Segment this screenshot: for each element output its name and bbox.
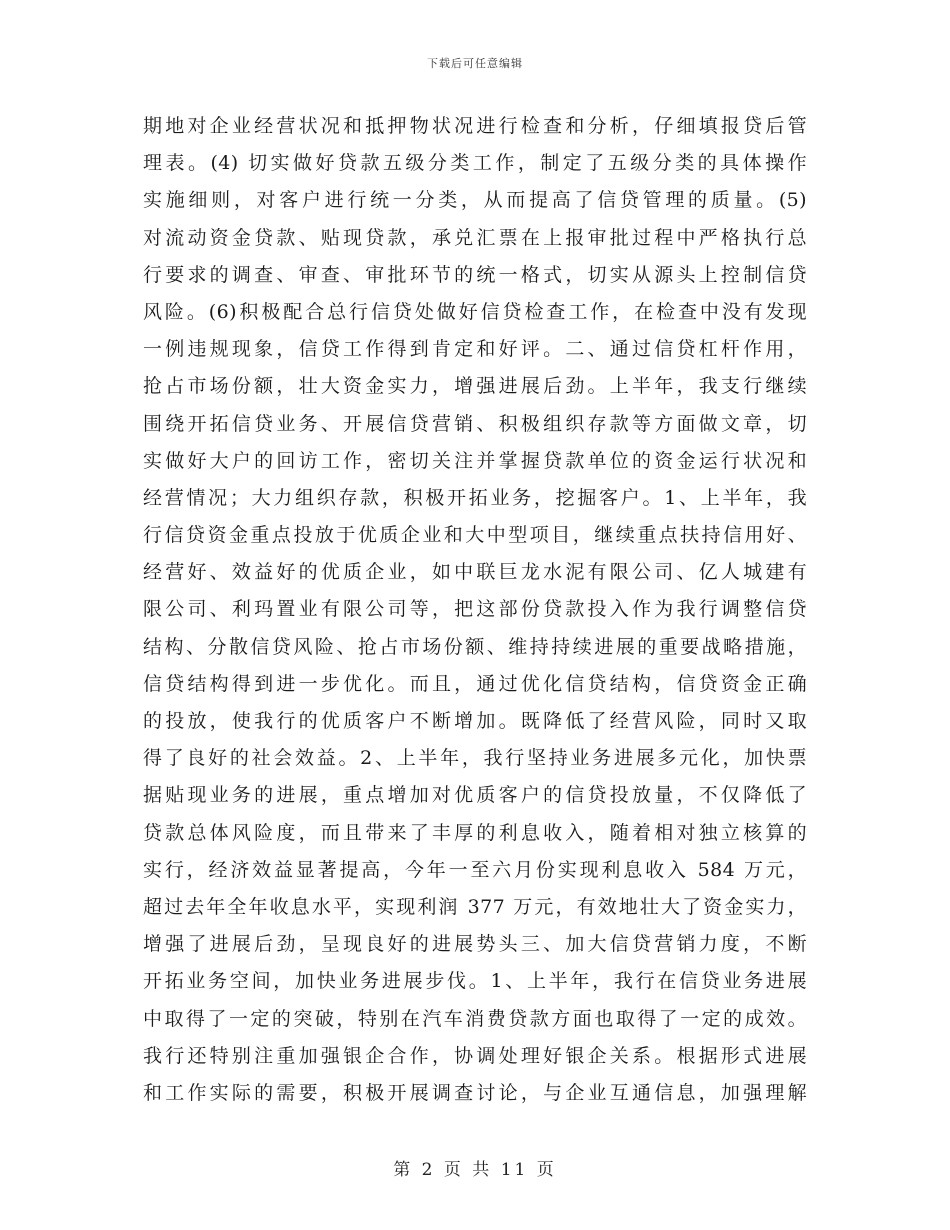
body-line: 抢占市场份额，壮大资金实力，增强进展后劲。上半年，我支行继续 [143,375,807,398]
body-line: 风险。(6)积极配合总行信贷处做好信贷检查工作，在检查中没有发现 [143,300,807,323]
body-line: 行信贷资金重点投放于优质企业和大中型项目，继续重点扶持信用好、 [143,524,807,547]
body-line: 的投放，使我行的优质客户不断增加。既降低了经营风险，同时又取 [143,710,807,732]
body-line: 增强了进展后劲，呈现良好的进展势头三、加大信贷营销力度，不断 [143,933,807,956]
body-line: 理表。(4) 切实做好贷款五级分类工作，制定了五级分类的具体操作 [143,152,807,175]
body-line: 贷款总体风险度，而且带来了丰厚的利息收入，随着相对独立核算的 [143,821,807,844]
page-number-footer: 第 2 页 共 11 页 [393,1160,557,1180]
body-line: 和工作实际的需要，积极开展调查讨论，与企业互通信息，加强理解 [143,1081,807,1104]
body-line: 期地对企业经营状况和抵押物状况进行检查和分析，仔细填报贷后管 [143,115,807,137]
body-line: 实施细则，对客户进行统一分类，从而提高了信贷管理的质量。(5) [143,189,807,212]
body-line: 围绕开拓信贷业务、开展信贷营销、积极组织存款等方面做文章，切 [143,412,807,435]
body-line: 经营情况；大力组织存款，积极开拓业务，挖掘客户。1、上半年，我 [143,486,807,509]
body-line: 据贴现业务的进展，重点增加对优质客户的信贷投放量，不仅降低了 [143,784,807,807]
body-line: 中取得了一定的突破，特别在汽车消费贷款方面也取得了一定的成效。 [143,1007,807,1030]
body-line: 经营好、效益好的优质企业，如中联巨龙水泥有限公司、亿人城建有 [143,561,807,584]
body-line: 限公司、利玛置业有限公司等，把这部份贷款投入作为我行调整信贷 [143,598,807,621]
body-line: 行要求的调查、审查、审批环节的统一格式，切实从源头上控制信贷 [143,263,807,286]
body-line: 超过去年全年收息水平，实现利润 377 万元，有效地壮大了资金实力， [143,895,807,918]
body-line: 实行，经济效益显著提高，今年一至六月份实现利息收入 584 万元， [143,858,807,881]
body-line: 实做好大户的回访工作，密切关注并掌握贷款单位的资金运行状况和 [143,449,807,472]
body-line: 一例违规现象，信贷工作得到肯定和好评。二、通过信贷杠杆作用， [143,338,807,361]
page-header-note: 下载后可任意编辑 [427,57,523,70]
body-line: 信贷结构得到进一步优化。而且，通过优化信贷结构，信贷资金正确 [143,672,807,695]
body-line: 对流动资金贷款、贴现贷款，承兑汇票在上报审批过程中严格执行总 [143,226,807,249]
document-body [143,108,807,1112]
body-line: 得了良好的社会效益。2、上半年，我行坚持业务进展多元化，加快票 [143,747,807,770]
body-line: 开拓业务空间，加快业务进展步伐。1、上半年，我行在信贷业务进展 [143,970,807,993]
body-line: 我行还特别注重加强银企合作，协调处理好银企关系。根据形式进展 [143,1044,807,1067]
body-line: 结构、分散信贷风险、抢占市场份额、维持持续进展的重要战略措施， [143,635,807,658]
